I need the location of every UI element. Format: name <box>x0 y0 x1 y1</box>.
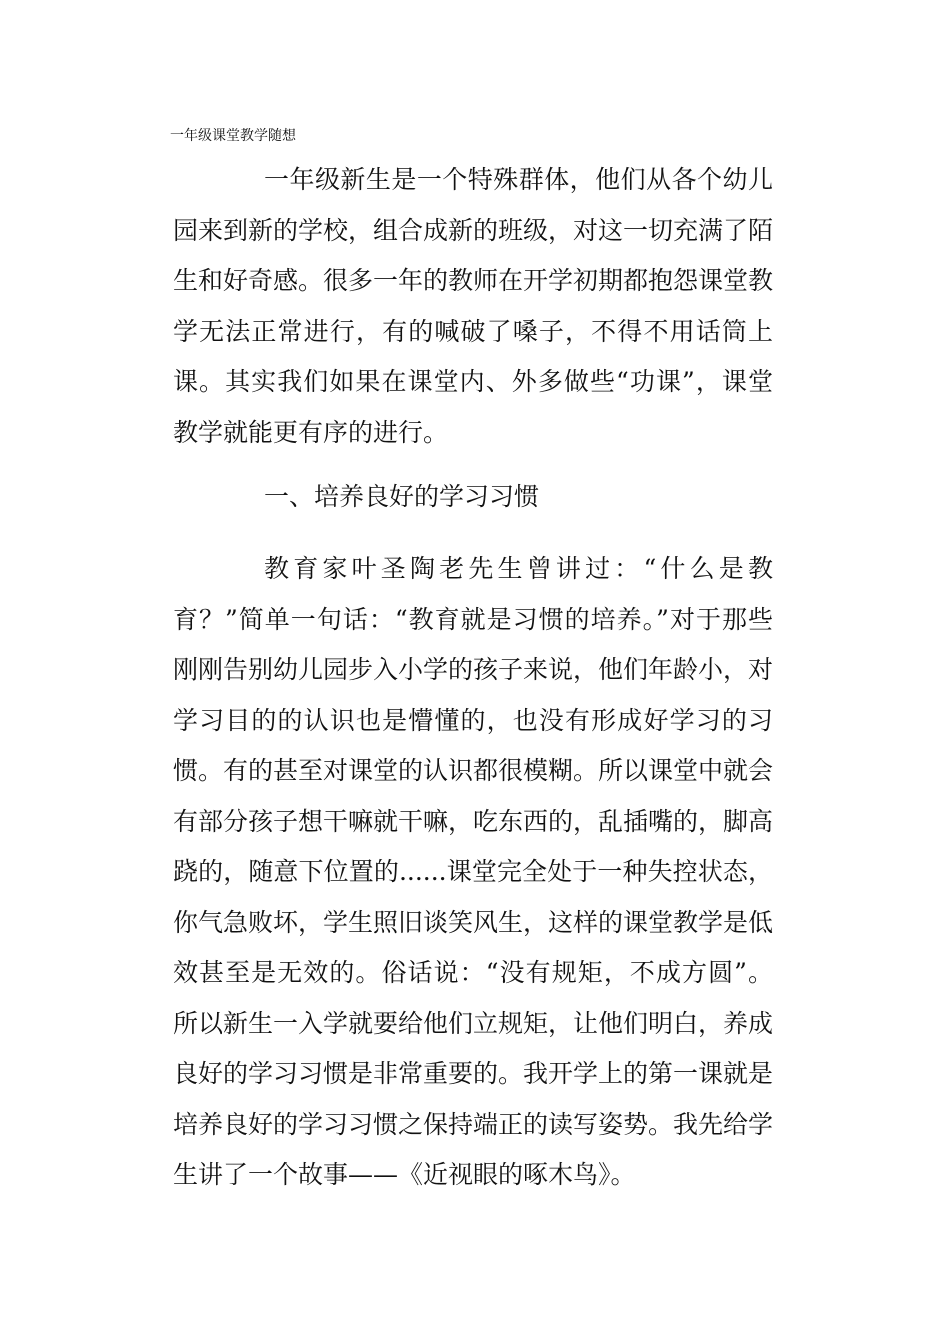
document-title: 一年级课堂教学随想 <box>170 128 296 144</box>
section-heading: 一、培养良好的学习习惯 <box>264 482 540 511</box>
paragraph-habits: 教育家叶圣陶老先生曾讲过：“什么是教育？”简单一句话：“教育就是习惯的培养。”对于那些刚刚告别幼儿园步入小学的孩子来说，他们年龄小，对学习目的的认识也是懵懂的，也没有形成好学习的习惯。有的甚至对课堂的认识都很模糊。所以课堂中就会有部分孩子想干嘛就干嘛，吃东西的，乱插嘴的，脚高跷的，随意下位置的......课堂完全处于一种失控状态，你气急败坏，学生照旧谈笑风生，这样的课堂教学是低效甚至是无效的。俗话说：“没有规矩，不成方圆”。所以新生一入学就要给他们立规矩，让他们明白，养成良好的学习习惯是非常重要的。我开学上的第一课就是培养良好的学习习惯之保持端正的读写姿势。我先给学生讲了一个故事——《近视眼的啄木鸟》。 <box>173 554 774 1189</box>
paragraph-intro: 一年级新生是一个特殊群体，他们从各个幼儿园来到新的学校，组合成新的班级，对这一切充满了陌生和好奇感。很多一年的教师在开学初期都抱怨课堂教学无法正常进行，有的喊破了嗓子，不得不用话筒上课。其实我们如果在课堂内、外多做些“功课”，课堂教学就能更有序的进行。 <box>173 165 774 447</box>
